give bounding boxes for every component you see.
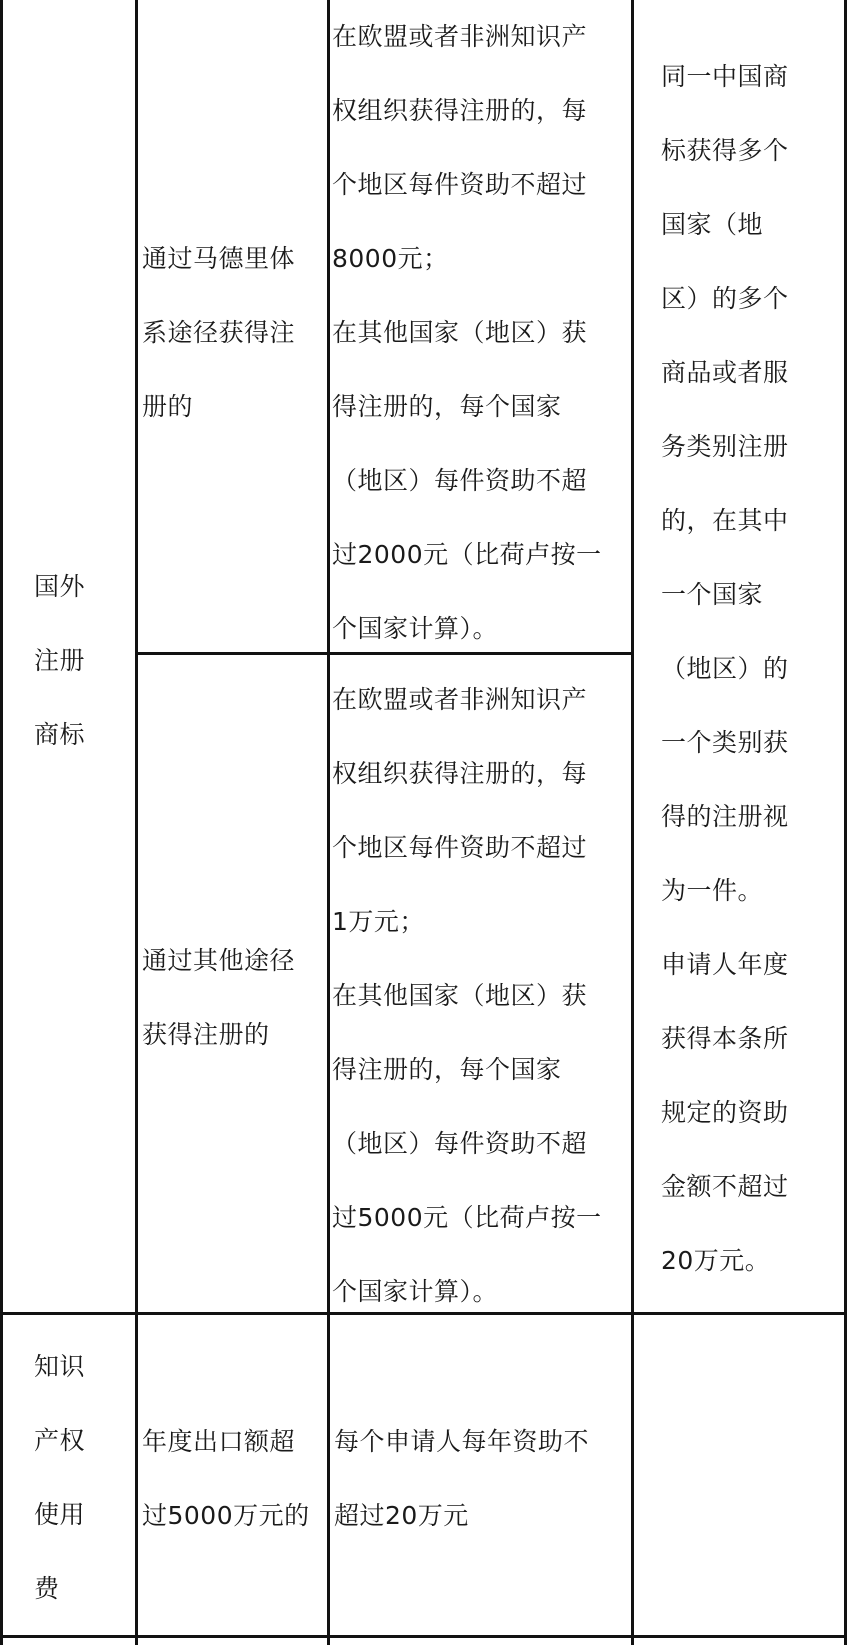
category-cell-trademark: 国外 注册 商标 (34, 572, 86, 749)
route-cell-madrid: 通过马德里体 系途径获得注 册的 (142, 244, 296, 421)
table-border-bottom (0, 1635, 847, 1638)
col-divider-1 (135, 0, 138, 1645)
amount-cell-export: 每个申请人每年资助不 超过20万元 (334, 1427, 590, 1530)
table-border-left (0, 0, 3, 1645)
amount-cell-madrid: 在欧盟或者非洲知识产 权组织获得注册的，每 个地区每件资助不超过 8000元； 在其他国家（地区）获 得注册的，每个国家 （地区）每件资助不超 过2000元（比荷卢按一 个国家计算）。 (332, 22, 602, 643)
col-divider-2 (327, 0, 330, 1645)
amount-cell-other: 在欧盟或者非洲知识产 权组织获得注册的，每 个地区每件资助不超过 1万元； 在其他国家（地区）获 得注册的，每个国家 （地区）每件资助不超 过5000元（比荷卢按一 个国家计算）。 (332, 685, 602, 1306)
category-cell-ip-fee: 知识 产权 使用 费 (34, 1352, 86, 1603)
route-cell-export: 年度出口额超 过5000万元的 (142, 1427, 310, 1530)
note-cell-trademark: 同一中国商 标获得多个 国家（地 区）的多个 商品或者服 务类别注册 的，在其中 一个国家 （地区）的 一个类别获 得的注册视 为一件。 申请人年度 获得本条所 规定的资助 金额不超过 20万元。 (661, 62, 789, 1275)
route-cell-other: 通过其他途径 获得注册的 (142, 946, 296, 1049)
